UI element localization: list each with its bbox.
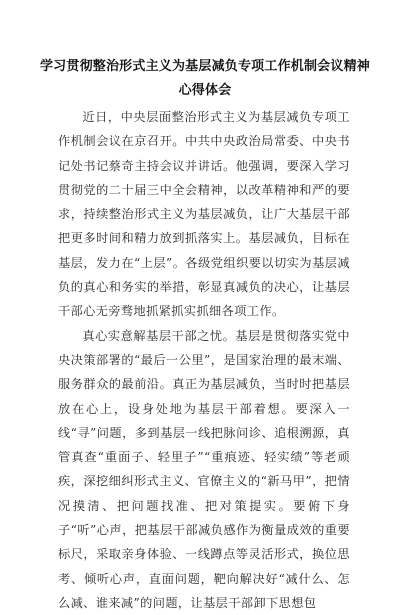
title-line-2: 心得体会 (178, 83, 232, 98)
title-line-1: 学习贯彻整治形式主义为基层减负专项工作机制会议精神 (39, 59, 370, 74)
paragraph-1: 近日，中央层面整治形式主义为基层减负专项工作机制会议在京召开。中共中央政治局常委、中央书记处书记蔡奇主持会议并讲话。他强调，要深入学习贯彻党的二十届三中全会精神，以改革精神和严的要求，持续整治形式主义为基层减负，让广大基层干部把更多时间和精力放到抓落实上。基层减负，目标在基层，发力在“上层”。各级党组织要以切实为基层减负的真心和务实的举措，彰显真减负的决心，让基层干部心无旁骛地抓紧抓实抓细各项工作。 (58, 110, 350, 319)
document-title (30, 55, 380, 103)
paragraph-2: 真心实意解基层干部之忧。基层是贯彻落实党中央决策部署的“最后一公里”，是国家治理的最末端、服务群众的最前沿。真正为基层减负，当时时把基层放在心上，设身处地为基层干部着想。要深入一线“寻”问题，多到基层一线把脉问诊、追根溯源，真管真查“重面子、轻里子”“重痕迹、轻实绩”等老顽疾，深挖细纠形式主义、官僚主义的“新马甲”，把情况摸清、把问题找准、把对策提实。要俯下身子“听”心声，把基层干部减负感作为衡量成效的重要标尺，采取亲身体验、一线蹲点等灵活形式，换位思考、倾听心声，直面问题，靶向解决好“减什么、怎么减、谁来减”的问题，让基层干部卸下思想包 (58, 328, 350, 610)
document-body (58, 105, 350, 615)
